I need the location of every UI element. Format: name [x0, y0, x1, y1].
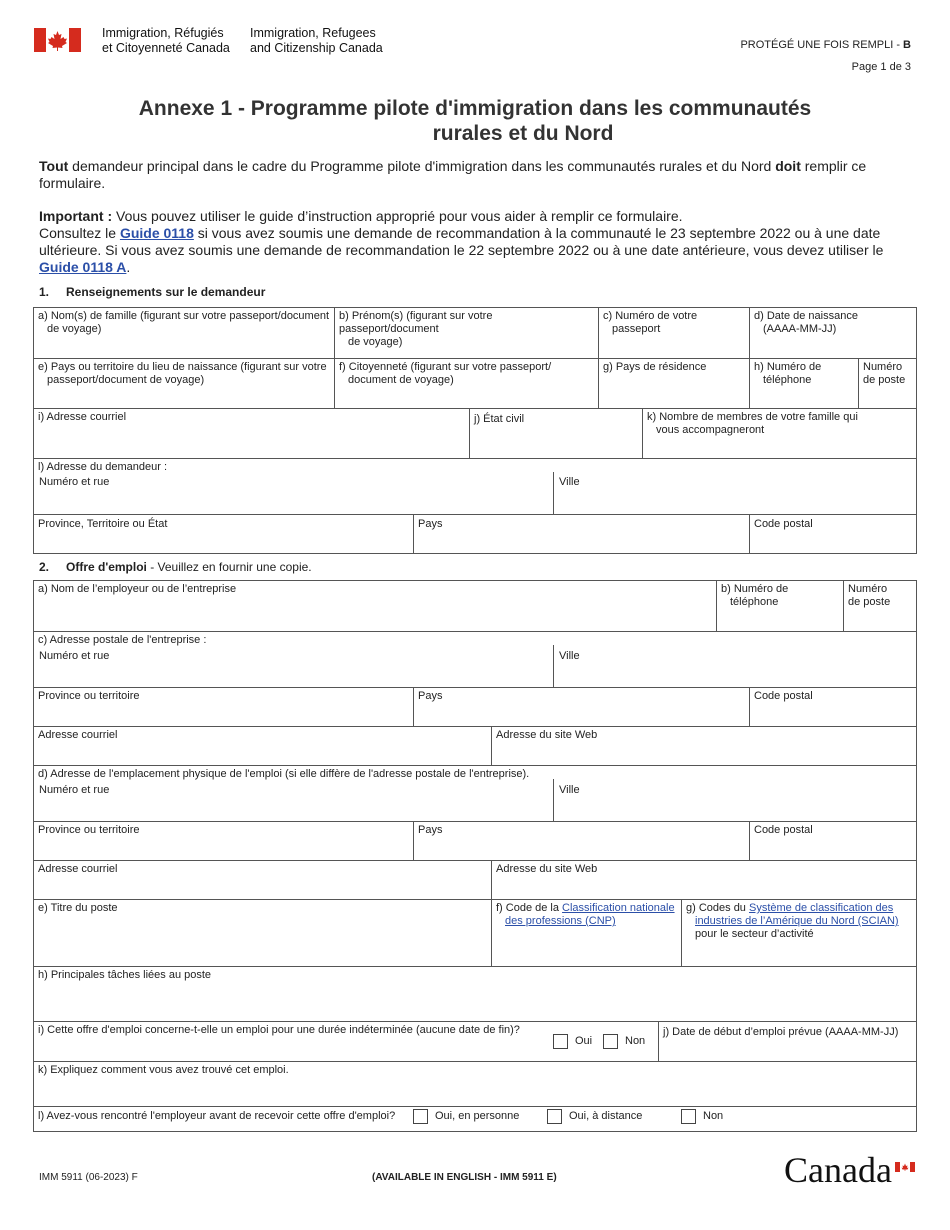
- met-remote-checkbox[interactable]: [547, 1109, 562, 1124]
- permanent-non-label: Non: [625, 1035, 646, 1047]
- met-in-person-checkbox[interactable]: [413, 1109, 428, 1124]
- met-employer-question: l) Avez-vous rencontré l'employeur avant de recevoir cette offre d'emploi?: [33, 1106, 917, 1132]
- department-name-en: Immigration, Refugees and Citizenship Canada: [250, 26, 383, 55]
- noc-code-field[interactable]: f) Code de la Classification nationale des professions (CNP): [491, 899, 682, 967]
- met-no-checkbox[interactable]: [681, 1109, 696, 1124]
- form-title: Annexe 1 - Programme pilote d'immigration dans les communautés rurales et du Nord: [138, 97, 812, 145]
- job-street-label: Numéro et rue: [39, 784, 110, 796]
- family-members-field[interactable]: k) Nombre de membres de votre famille qui vous accompagneront: [642, 408, 917, 459]
- permanent-non-checkbox[interactable]: [603, 1034, 618, 1049]
- applicant-extension-field[interactable]: Numéro de poste: [858, 358, 917, 409]
- permanent-job-question: i) Cette offre d'emploi concerne-t-elle un emploi pour une durée indéterminée (aucune date de fin)?: [33, 1021, 659, 1062]
- naics-link[interactable]: Système de classification des: [748, 902, 894, 914]
- guide-0118-link[interactable]: Guide 0118: [119, 225, 194, 241]
- marital-status-field[interactable]: j) État civil: [469, 408, 643, 459]
- job-city-label: Ville: [559, 784, 580, 796]
- applicant-street-input[interactable]: [33, 472, 554, 515]
- job-postal-code-field[interactable]: Code postal: [749, 821, 917, 861]
- canada-wordmark: Canada: [784, 1150, 892, 1190]
- job-email-field[interactable]: Adresse courriel: [33, 860, 492, 900]
- employer-name-field[interactable]: a) Nom de l’employeur ou de l’entreprise: [33, 580, 717, 632]
- start-date-field[interactable]: j) Date de début d’emploi prévue (AAAA-MM-JJ): [658, 1021, 917, 1062]
- employer-city-input[interactable]: [554, 645, 916, 688]
- job-street-input[interactable]: [33, 779, 554, 822]
- employer-email-field[interactable]: Adresse courriel: [33, 726, 492, 766]
- naics-link-cont[interactable]: industries de l’Amérique du Nord (SCIAN): [695, 915, 899, 927]
- main-duties-field[interactable]: h) Principales tâches liées au poste: [33, 966, 917, 1022]
- how-found-job-field[interactable]: k) Expliquez comment vous avez trouvé cet emploi.: [33, 1061, 917, 1107]
- permanent-oui-checkbox[interactable]: [553, 1034, 568, 1049]
- birth-country-field[interactable]: e) Pays ou territoire du lieu de naissance (figurant sur votre passeport/document de voyage): [33, 358, 335, 409]
- date-of-birth-field[interactable]: d) Date de naissance (AAAA-MM-JJ): [749, 307, 917, 359]
- employer-postal-code-field[interactable]: Code postal: [749, 687, 917, 727]
- employer-street-label: Numéro et rue: [39, 650, 110, 662]
- noc-link[interactable]: Classification nationale: [562, 902, 675, 914]
- job-province-field[interactable]: Province ou territoire: [33, 821, 414, 861]
- applicant-phone-field[interactable]: h) Numéro de téléphone: [749, 358, 859, 409]
- department-name-fr: Immigration, Réfugiés et Citoyenneté Canada: [102, 26, 230, 55]
- employer-city-label: Ville: [559, 650, 580, 662]
- permanent-oui-label: Oui: [575, 1035, 593, 1047]
- applicant-street-label: Numéro et rue: [39, 476, 110, 488]
- employer-extension-field[interactable]: Numéro de poste: [843, 580, 917, 632]
- employer-country-field[interactable]: Pays: [413, 687, 750, 727]
- protected-label: PROTÉGÉ UNE FOIS REMPLI - B: [740, 39, 911, 51]
- employer-province-field[interactable]: Province ou territoire: [33, 687, 414, 727]
- citizenship-field[interactable]: f) Citoyenneté (figurant sur votre passeport/ document de voyage): [334, 358, 599, 409]
- met-no-label: Non: [703, 1110, 724, 1122]
- employer-phone-field[interactable]: b) Numéro de téléphone: [716, 580, 844, 632]
- applicant-email-field[interactable]: i) Adresse courriel: [33, 408, 470, 459]
- applicant-province-field[interactable]: Province, Territoire ou État: [33, 514, 414, 554]
- wordmark-flag-icon: [895, 1159, 915, 1169]
- job-country-field[interactable]: Pays: [413, 821, 750, 861]
- met-in-person-label: Oui, en personne: [435, 1110, 520, 1122]
- important-paragraph: Important : Vous pouvez utiliser le guide d’instruction approprié pour vous aider à remplir ce formulaire. Consultez le Guide 0118 si vous avez soumis une demande de recommandation à la communauté le 23 septembre 2022 ou à une date ultérieure. Si vous avez soumis une demande de recommandation le 22 septembre 2022 ou à une date antérieure, vous devez utiliser le Guide 0118 A.: [39, 208, 884, 275]
- naics-code-field[interactable]: g) Codes du Système de classification des industries de l’Amérique du Nord (SCIAN) pour le secteur d’activité: [681, 899, 917, 967]
- section1-heading: 1. Renseignements sur le demandeur: [39, 285, 266, 299]
- residence-country-field[interactable]: g) Pays de résidence: [598, 358, 750, 409]
- section2-heading: 2. Offre d'emploi - Veuillez en fournir une copie.: [39, 560, 312, 574]
- page-number: Page 1 de 3: [851, 61, 911, 73]
- job-title-field[interactable]: e) Titre du poste: [33, 899, 492, 967]
- employer-street-input[interactable]: [33, 645, 554, 688]
- job-city-input[interactable]: [554, 779, 916, 822]
- applicant-city-input[interactable]: [554, 472, 916, 515]
- guide-0118a-link[interactable]: Guide 0118 A: [39, 259, 127, 275]
- noc-link-cont[interactable]: des professions (CNP): [505, 915, 616, 927]
- intro-paragraph: Tout demandeur principal dans le cadre du Programme pilote d'immigration dans les communautés rurales et du Nord doit remplir ce formulaire.: [39, 158, 867, 191]
- applicant-postal-code-field[interactable]: Code postal: [749, 514, 917, 554]
- employer-website-field[interactable]: Adresse du site Web: [491, 726, 917, 766]
- job-location-block: d) Adresse de l'emplacement physique de l'emploi (si elle diffère de l'adresse postale de l'entreprise).: [33, 765, 917, 822]
- applicant-city-label: Ville: [559, 476, 580, 488]
- english-version-note: (AVAILABLE IN ENGLISH - IMM 5911 E): [372, 1172, 557, 1183]
- canada-flag-icon: [34, 28, 81, 52]
- applicant-given-name-field[interactable]: b) Prénom(s) (figurant sur votre passeport/document de voyage): [334, 307, 599, 359]
- employer-mailing-address-block: c) Adresse postale de l'entreprise :: [33, 631, 917, 688]
- form-id: IMM 5911 (06-2023) F: [39, 1172, 138, 1183]
- passport-number-field[interactable]: c) Numéro de votre passeport: [598, 307, 750, 359]
- met-remote-label: Oui, à distance: [569, 1110, 643, 1122]
- applicant-family-name-field[interactable]: a) Nom(s) de famille (figurant sur votre passeport/document de voyage): [33, 307, 335, 359]
- applicant-address-block: l) Adresse du demandeur :: [33, 458, 917, 515]
- job-website-field[interactable]: Adresse du site Web: [491, 860, 917, 900]
- applicant-country-field[interactable]: Pays: [413, 514, 750, 554]
